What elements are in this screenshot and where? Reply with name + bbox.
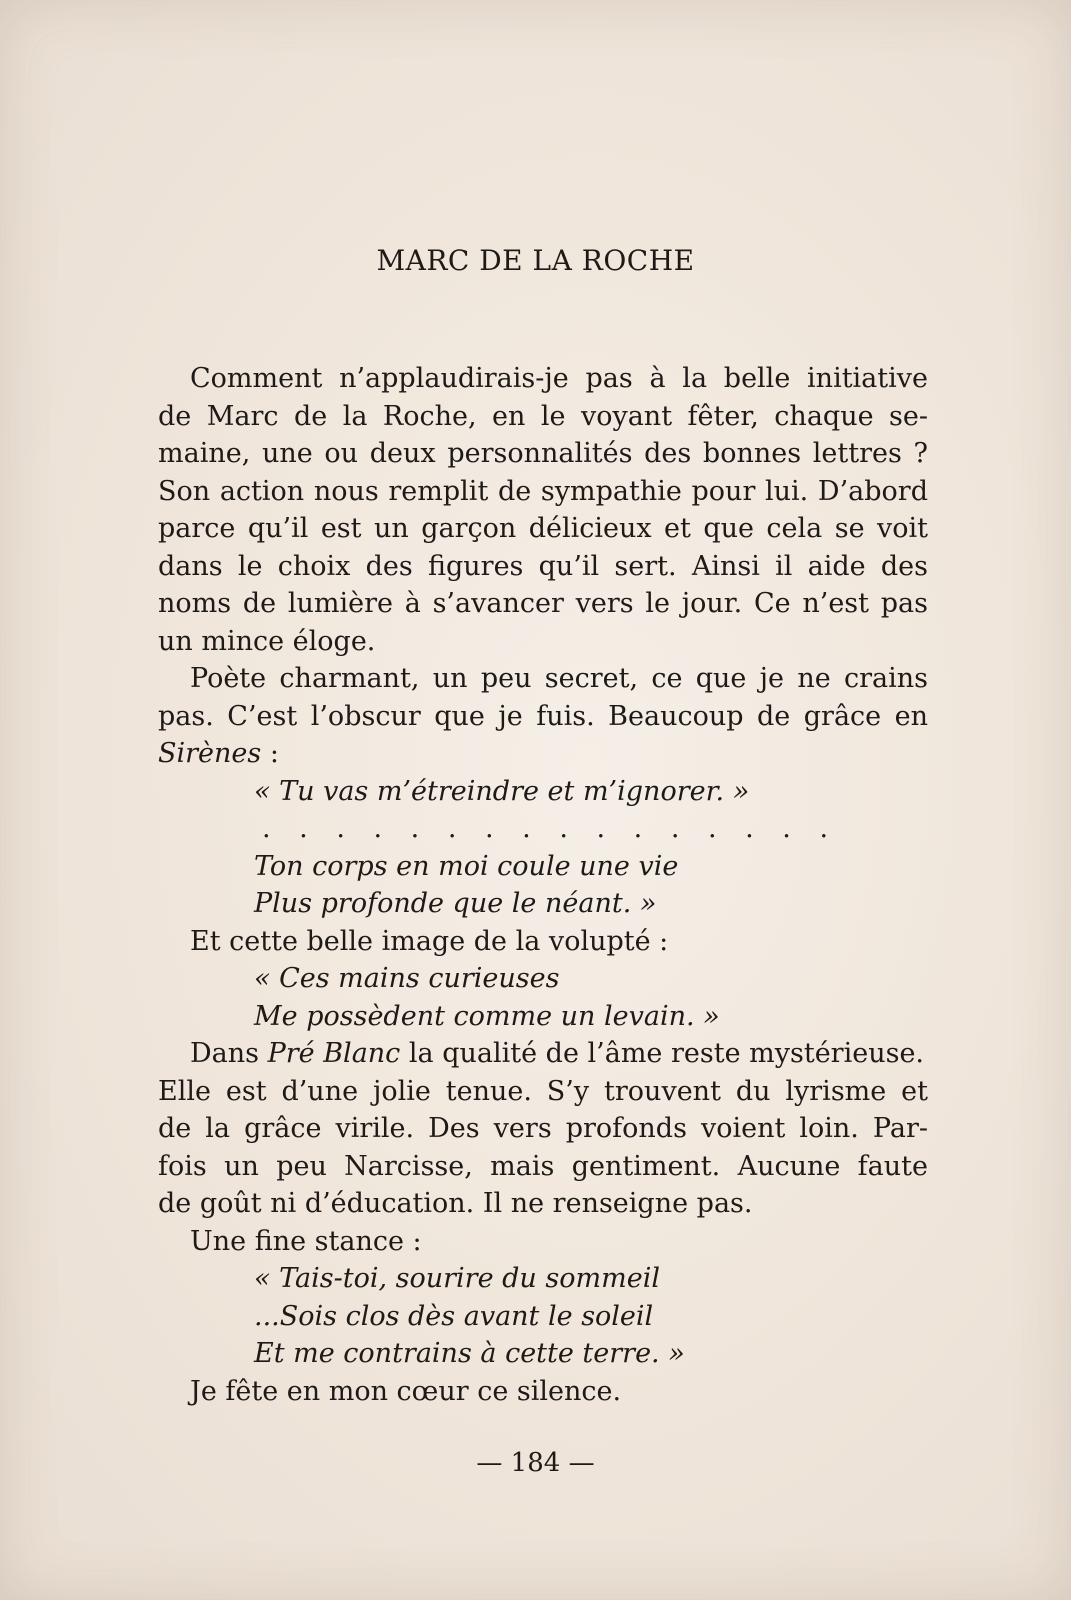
verse-line: « Ces mains curieuses [254, 963, 560, 994]
text-fragment: la qualité de l’âme reste mystérieuse. [400, 1038, 925, 1069]
paragraph-line [158, 1035, 928, 1073]
colon: : [261, 738, 279, 769]
paragraph-line: de la grâce virile. Des vers profonds voient loin. Par- [158, 1113, 928, 1144]
paragraph-line: pas. C’est l’obscur que je fuis. Beaucoup de grâce en [158, 700, 928, 732]
verse-line: Plus profonde que le néant. » [254, 888, 657, 919]
paragraph-line: Elle est d’une jolie tenue. S’y trouvent du lyrisme et [158, 1075, 928, 1107]
verse-line: ...Sois clos dès avant le soleil [254, 1300, 654, 1332]
paragraph-line: Et cette belle image de la volupté : [190, 925, 669, 957]
paragraph-line: un mince éloge. [158, 625, 376, 657]
text-fragment: Dans [190, 1038, 268, 1069]
page-number: — 184 — [476, 1448, 595, 1478]
verse-line: Ton corps en moi coule une vie [254, 850, 679, 882]
verse-line: Et me contrains à cette terre. » [254, 1338, 685, 1369]
verse-ellipsis: . . . . . . . . . . . . . . . . [262, 813, 839, 844]
paragraph-line: parce qu’il est un garçon délicieux et que cela se voit [158, 513, 928, 544]
verse-line: « Tais-toi, sourire du sommeil [254, 1263, 660, 1294]
paragraph-line [158, 735, 928, 773]
body-text [158, 360, 928, 1410]
paragraph-line: Son action nous remplit de sympathie pour lui. D’abord [158, 475, 928, 507]
paragraph-line: fois un peu Narcisse, mais gentiment. Aucune faute [158, 1150, 928, 1182]
paragraph-line: dans le choix des figures qu’il sert. Ainsi il aide des [158, 550, 928, 582]
paragraph-line: Poète charmant, un peu secret, ce que je ne crains [190, 663, 928, 694]
work-title-pre-blanc: Pré Blanc [267, 1038, 401, 1069]
paragraph-line: noms de lumière à s’avancer vers le jour. Ce n’est pas [158, 588, 928, 619]
closing-line: Je fête en mon cœur ce silence. [190, 1375, 622, 1407]
verse-line: « Tu vas m’étreindre et m’ignorer. » [254, 775, 750, 807]
paragraph-line: Comment n’applaudirais-je pas à la belle initiative [190, 363, 928, 394]
paragraph-line: Une fine stance : [190, 1225, 422, 1257]
paragraph-line: de goût ni d’éducation. Il ne renseigne pas. [158, 1188, 753, 1219]
chapter-title: MARC DE LA ROCHE [376, 244, 695, 277]
paragraph-line: de Marc de la Roche, en le voyant fêter, chaque se- [158, 400, 928, 432]
paragraph-line: maine, une ou deux personnalités des bonnes lettres ? [158, 438, 928, 469]
verse-line: Me possèdent comme un levain. » [254, 1000, 720, 1032]
work-title-sirenes: Sirènes [158, 738, 262, 769]
